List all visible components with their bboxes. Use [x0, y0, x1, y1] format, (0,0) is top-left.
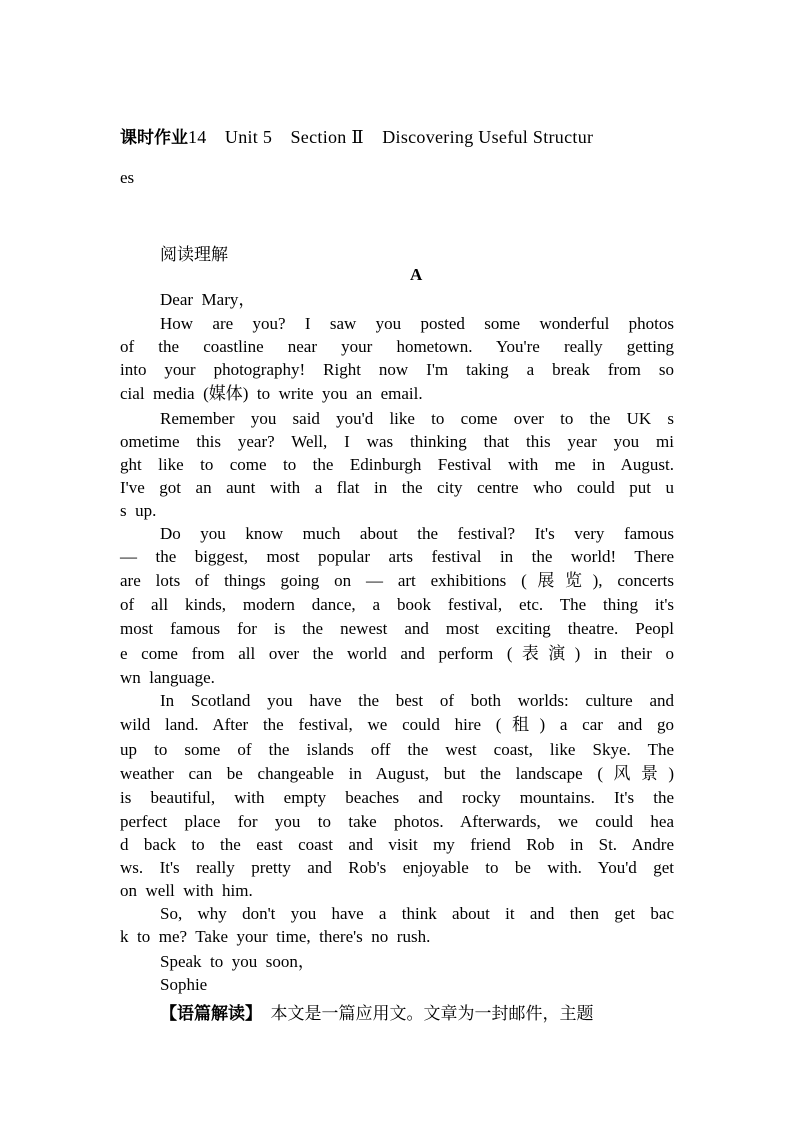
analysis-text: 本文是一篇应用文。文章为一封邮件，主题 [253, 1004, 594, 1024]
passage-line: s up. [120, 501, 157, 520]
title-cn: 课时作业 [120, 128, 188, 148]
title-continuation: es [120, 168, 135, 187]
passage-line: k to me? Take your time, there's no rush. [120, 927, 431, 946]
passage-line: How are you? I saw you posted some wonderful photos [160, 314, 674, 333]
passage-line: on well with him. [120, 881, 253, 900]
passage-line: e come from all over the world and perform (表演) in their o [120, 644, 674, 663]
passage-line: — the biggest, most popular arts festival in the world! There [120, 547, 674, 566]
passage-line: ght like to come to the Edinburgh Festival with me in August. [120, 455, 674, 474]
passage-line: cial media (媒体) to write you an email. [120, 384, 423, 403]
passage-line: Dear Mary， [160, 290, 256, 309]
passage-line: is beautiful, with empty beaches and rocky mountains. It's the [120, 788, 674, 807]
passage-line: So, why don't you have a think about it and then get bac [160, 904, 674, 923]
passage-line: d back to the east coast and visit my friend Rob in St. Andre [120, 835, 674, 854]
passage-line: Sophie [160, 975, 208, 994]
passage-line: ometime this year? Well, I was thinking that this year you mi [120, 432, 674, 451]
passage-line: wild land. After the festival, we could hire (租) a car and go [120, 715, 674, 734]
analysis-tag: 【语篇解读】 [160, 1004, 254, 1024]
passage-line: I've got an aunt with a flat in the city centre who could put u [120, 478, 674, 497]
passage-line: into your photography! Right now I'm taking a break from so [120, 360, 674, 379]
passage-letter: A [410, 265, 423, 284]
passage-analysis [160, 999, 674, 1024]
passage-line: Speak to you soon， [160, 952, 315, 971]
passage-line: ws. It's really pretty and Rob's enjoyable to be with. You'd get [120, 858, 674, 877]
page-title [120, 123, 672, 149]
passage-line: weather can be changeable in August, but the landscape (风景) [120, 764, 674, 783]
passage-line: are lots of things going on — art exhibitions (展览), concerts [120, 571, 674, 590]
passage-line: of the coastline near your hometown. You're really getting [120, 337, 674, 356]
passage-line: of all kinds, modern dance, a book festival, etc. The thing it's [120, 595, 674, 614]
passage-line: most famous for is the newest and most exciting theatre. Peopl [120, 619, 674, 638]
passage-line: Remember you said you'd like to come over to the UK s [160, 409, 674, 428]
section-label: 阅读理解 [160, 245, 228, 265]
passage-line: perfect place for you to take photos. Afterwards, we could hea [120, 812, 674, 831]
passage-line: In Scotland you have the best of both worlds: culture and [160, 691, 674, 710]
passage-line: wn language. [120, 668, 215, 687]
title-rest: 14 Unit 5 Section Ⅱ Discovering Useful Structur [188, 127, 594, 147]
passage-line: up to some of the islands off the west coast, like Skye. The [120, 740, 674, 759]
passage-line: Do you know much about the festival? It's very famous [160, 524, 674, 543]
